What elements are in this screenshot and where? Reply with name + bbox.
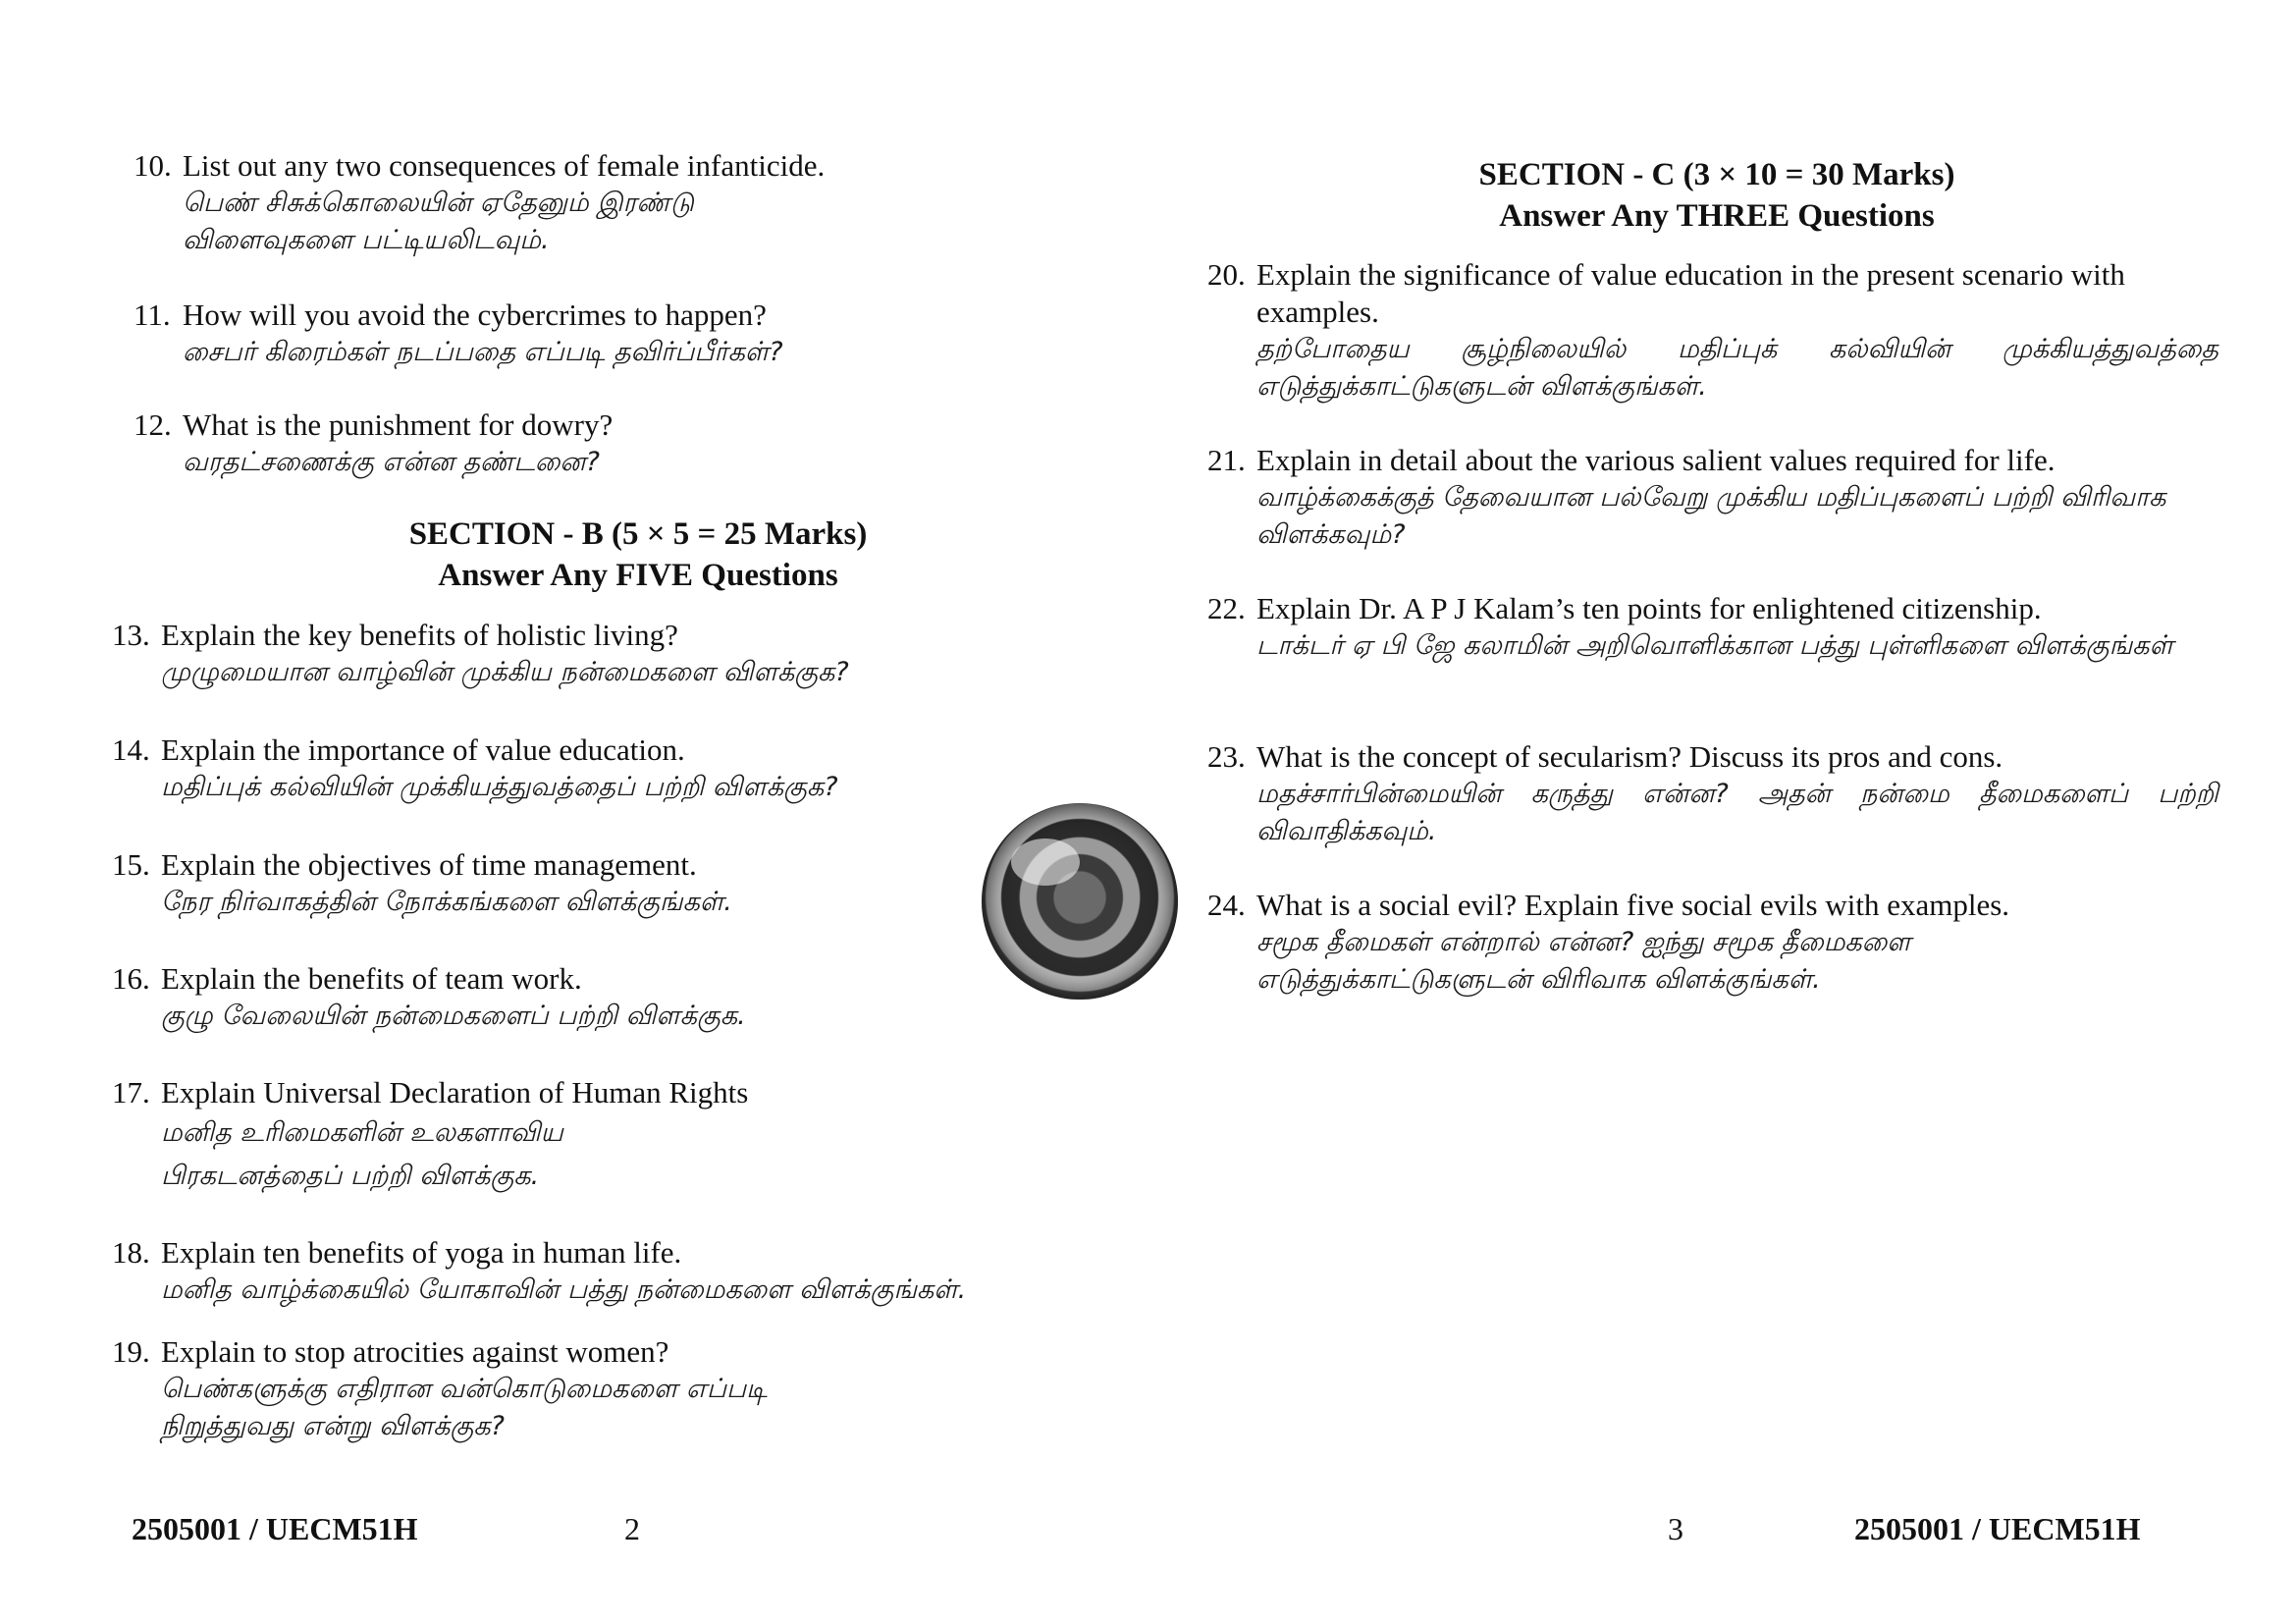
question-text-tamil: பெண் சிசுக்கொலையின் ஏதேனும் இரண்டு விளைவுகளை பட்டியலிடவும்.	[183, 188, 694, 255]
footer-code: 2505001 / UECM51H	[132, 1511, 418, 1546]
section-c-subtitle: Answer Any THREE Questions	[1499, 198, 1935, 234]
question-23	[1207, 738, 2218, 850]
question-text-english: Explain the importance of value education.	[161, 732, 685, 767]
question-text-tamil: நேர நிர்வாகத்தின் நோக்கங்களை விளக்குங்கள்.	[161, 887, 732, 917]
question-text-english-continued: examples.	[1256, 295, 1379, 329]
question-number: 23.	[1207, 739, 1246, 774]
section-c-title: SECTION - C (3 × 10 = 30 Marks)	[1478, 157, 1955, 192]
question-text-tamil: பெண்களுக்கு எதிரான வன்கொடுமைகளை எப்படி நிறுத்துவது என்று விளக்குக?	[161, 1374, 768, 1441]
question-text-tamil: வாழ்க்கைக்குத் தேவையான பல்வேறு முக்கிய மதிப்புகளைப் பற்றி விரிவாக விளக்கவும்?	[1256, 482, 2166, 550]
question-text-tamil: மனித வாழ்க்கையில் யோகாவின் பத்து நன்மைகளை விளக்குங்கள்.	[161, 1274, 967, 1305]
question-text-tamil: சமூக தீமைகள் என்றால் என்ன? ஐந்து சமூக தீமைகளை எடுத்துக்காட்டுகளுடன் விரிவாக விளக்குங்கள்.	[1256, 927, 1911, 995]
question-number: 20.	[1207, 257, 1246, 292]
page-number: 2	[624, 1511, 640, 1546]
question-number: 13.	[112, 618, 150, 652]
question-text-tamil: மதச்சார்பின்மையின் கருத்து என்ன? அதன் நன்மை தீமைகளைப் பற்றி விவாதிக்கவும்.	[1256, 779, 2218, 846]
question-15	[112, 846, 976, 921]
question-21	[1207, 442, 2218, 554]
question-text-english: Explain the significance of value education in the present scenario with	[1256, 257, 2125, 292]
question-number: 18.	[112, 1235, 150, 1270]
page-number: 3	[1668, 1511, 1683, 1546]
question-text-tamil: குழு வேலையின் நன்மைகளைப் பற்றி விளக்குக.	[161, 1001, 746, 1031]
section-b-heading	[294, 514, 982, 596]
question-19	[112, 1333, 1143, 1445]
section-c-heading	[1324, 154, 2109, 237]
question-text-tamil: மதிப்புக் கல்வியின் முக்கியத்துவத்தைப் பற்றி விளக்குக?	[161, 772, 838, 802]
question-text-english: What is a social evil? Explain five social evils with examples.	[1256, 888, 2010, 922]
question-text-tamil: வரதட்சணைக்கு என்ன தண்டனை?	[183, 447, 600, 477]
right-page	[1148, 0, 2295, 1624]
question-13	[112, 617, 1074, 691]
question-number: 12.	[133, 407, 172, 442]
question-text-english: Explain ten benefits of yoga in human life.	[161, 1235, 682, 1270]
question-text-english: What is the concept of secularism? Discuss its pros and cons.	[1256, 739, 2003, 774]
question-text-english: Explain Universal Declaration of Human Rights	[161, 1075, 749, 1110]
question-18	[112, 1234, 1143, 1309]
question-number: 14.	[112, 732, 150, 767]
question-text-english: Explain to stop atrocities against women?	[161, 1334, 669, 1369]
question-text-english: Explain in detail about the various salient values required for life.	[1256, 443, 2056, 477]
question-text-tamil: தற்போதைய சூழ்நிலையில் மதிப்புக் கல்வியின் முக்கியத்துவத்தை எடுத்துக்காட்டுகளுடன் விளக்குங்கள்.	[1256, 334, 2218, 402]
question-number: 19.	[112, 1334, 150, 1369]
question-text-tamil: முழுமையான வாழ்வின் முக்கிய நன்மைகளை விளக்குக?	[161, 657, 849, 687]
question-text-english: Explain the benefits of team work.	[161, 961, 582, 996]
question-number: 24.	[1207, 888, 1246, 922]
question-14	[112, 731, 1074, 806]
question-16	[112, 960, 976, 1035]
question-20	[1207, 256, 2218, 406]
question-text-tamil: டாக்டர் ஏ பி ஜே கலாமின் அறிவொளிக்கான பத்து புள்ளிகளை விளக்குங்கள்	[1256, 630, 2173, 661]
question-number: 11.	[133, 298, 171, 332]
footer-code: 2505001 / UECM51H	[1854, 1511, 2141, 1546]
question-12	[133, 406, 1076, 481]
question-11	[133, 297, 1076, 371]
question-number: 22.	[1207, 591, 1246, 625]
question-22	[1207, 590, 2218, 665]
question-17	[112, 1074, 1074, 1198]
question-number: 21.	[1207, 443, 1246, 477]
question-text-tamil: மனித உரிமைகளின் உலகளாவிய பிரகடனத்தைப் பற்றி விளக்குக.	[161, 1117, 563, 1191]
question-number: 15.	[112, 847, 150, 882]
question-number: 17.	[112, 1075, 150, 1110]
section-b-title: SECTION - B (5 × 5 = 25 Marks)	[408, 516, 868, 552]
question-text-english: Explain Dr. A P J Kalam’s ten points for enlightened citizenship.	[1256, 591, 2042, 625]
question-number: 10.	[133, 148, 172, 183]
question-number: 16.	[112, 961, 150, 996]
question-10	[133, 147, 1076, 259]
question-text-tamil: சைபர் கிரைம்கள் நடப்பதை எப்படி தவிர்ப்பீர்கள்?	[183, 337, 783, 367]
question-text-english: Explain the key benefits of holistic living?	[161, 618, 678, 652]
question-24	[1207, 887, 2218, 999]
question-text-english: Explain the objectives of time management.	[161, 847, 697, 882]
question-text-english: List out any two consequences of female infanticide.	[183, 148, 826, 183]
question-text-english: How will you avoid the cybercrimes to happen?	[183, 298, 767, 332]
question-text-english: What is the punishment for dowry?	[183, 407, 614, 442]
section-b-subtitle: Answer Any FIVE Questions	[438, 558, 838, 593]
